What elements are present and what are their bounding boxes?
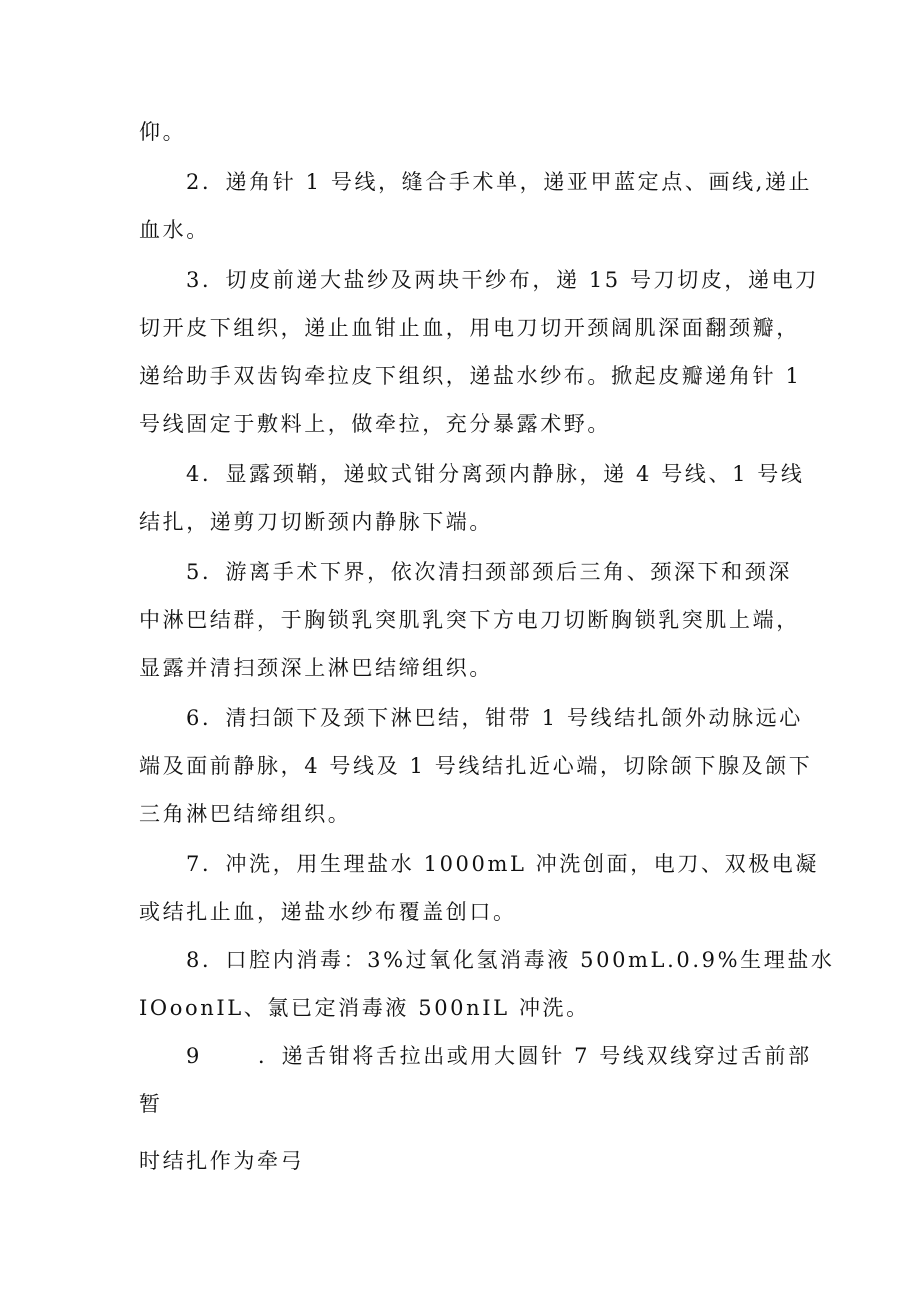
text-line: 仰。 <box>139 120 187 144</box>
text-line: 显露并清扫颈深上淋巴结缔组织。 <box>139 656 493 680</box>
text-line: 号线固定于敷料上，做牵拉，充分暴露术野。 <box>139 412 611 436</box>
text-line: 端及面前静脉，4 号线及 1 号线结扎近心端，切除颌下腺及颌下 <box>139 754 813 778</box>
text-line: 3．切皮前递大盐纱及两块干纱布，递 15 号刀切皮，递电刀 <box>186 268 819 292</box>
text-line: ．递舌钳将舌拉出或用大圆针 7 号线双线穿过舌前部 <box>258 1044 812 1068</box>
text-line: 递给助手双齿钩牵拉皮下组织，递盐水纱布。掀起皮瓣递角针 1 <box>139 364 802 388</box>
text-line: 时结扎作为牵弓 <box>139 1149 305 1173</box>
text-line: 或结扎止血，递盐水纱布覆盖创口。 <box>139 900 517 924</box>
text-line: 4．显露颈鞘，递蚊式钳分离颈内静脉，递 4 号线、1 号线 <box>186 462 805 486</box>
text-line: 三角淋巴结缔组织。 <box>139 802 352 826</box>
text-line: 5．游离手术下界，依次清扫颈部颈后三角、颈深下和颈深 <box>186 560 792 584</box>
text-line: 8．口腔内消毒：3%过氧化氢消毒液 500mL.0.9%生理盐水 <box>186 948 835 972</box>
text-line: 结扎，递剪刀切断颈内静脉下端。 <box>139 510 493 534</box>
text-line: 2．递角针 1 号线，缝合手术单，递亚甲蓝定点、画线,递止 <box>186 170 813 194</box>
text-line: 7．冲洗，用生理盐水 1000mL 冲洗创面，电刀、双极电凝 <box>186 852 820 876</box>
text-line: 暂 <box>139 1092 163 1116</box>
text-line: 血水。 <box>139 218 210 242</box>
list-number: 9 <box>186 1044 202 1068</box>
text-line: IOoonIL、氯已定消毒液 500nIL 冲洗。 <box>139 996 590 1020</box>
text-line: 6．清扫颌下及颈下淋巴结，钳带 1 号线结扎颌外动脉远心 <box>186 706 803 730</box>
text-line: 切开皮下组织，递止血钳止血，用电刀切开颈阔肌深面翻颈瓣， <box>139 316 800 340</box>
text-line: 中淋巴结群，于胸锁乳突肌乳突下方电刀切断胸锁乳突肌上端， <box>139 608 800 632</box>
